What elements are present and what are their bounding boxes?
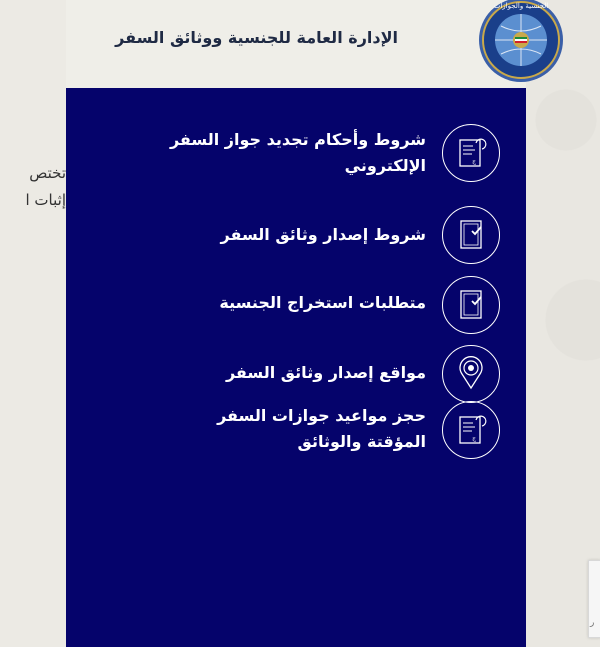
services-panel [66,88,526,647]
menu-label: حجز مواعيد جوازات السفر المؤقتة والوثائق [217,406,426,451]
body-text-fragment: تختص إثبات ا [25,164,66,209]
menu-label: شروط إصدار وثائق السفر [220,225,426,244]
menu-item-booking-appointments[interactable] [66,401,526,467]
department-logo[interactable] [474,0,568,86]
passport-renew-icon [442,124,500,182]
svg-text:ج: ج [472,435,476,442]
svg-text:ج: ج [472,158,476,165]
background-pattern [526,0,600,647]
page-title: الإدارة العامة للجنسية ووثائق السفر [115,28,398,47]
menu-item-issuance-locations[interactable] [66,342,526,408]
menu-item-travel-docs-conditions[interactable] [66,202,526,268]
page-header [66,0,549,88]
menu-label: شروط وأحكام تجديد جواز السفر الإلكتروني [169,130,426,175]
menu-label: متطلبات استخراج الجنسية [219,293,426,312]
menu-label: مواقع إصدار وثائق السفر [225,363,426,382]
document-check-icon [442,206,500,264]
menu-item-passport-renewal[interactable] [66,121,526,187]
location-pin-icon [442,345,500,403]
menu-item-citizenship-requirements[interactable] [66,273,526,339]
passport-booking-icon [442,401,500,459]
recaptcha-text: ر [590,618,595,628]
document-check-icon [442,276,500,334]
logo-text: الجنسية والجوازات [493,2,549,10]
